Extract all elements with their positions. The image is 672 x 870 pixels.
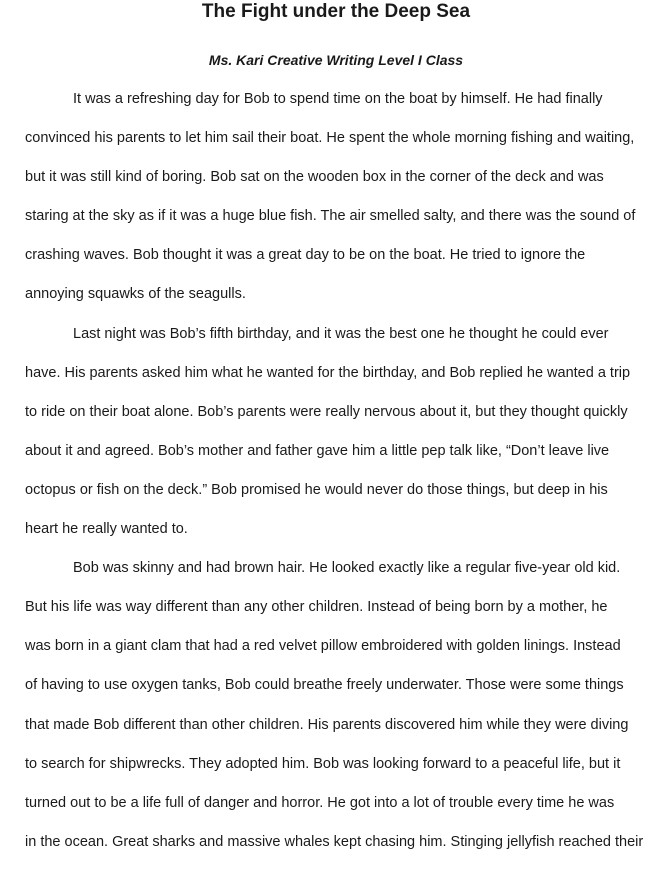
paragraph-line: staring at the sky as if it was a huge blue fish. The air smelled salty, and there was the sound of	[25, 208, 636, 225]
document-subtitle: Ms. Kari Creative Writing Level I Class	[208, 52, 464, 68]
paragraph-line: that made Bob different than other children. His parents discovered him while they were diving	[25, 716, 629, 733]
paragraph-line: But his life was way different than any other children. Instead of being born by a mother, he	[25, 599, 608, 616]
paragraph-line: about it and agreed. Bob’s mother and father gave him a little pep talk like, “Don’t leave live	[25, 442, 610, 459]
paragraph-line: crashing waves. Bob thought it was a great day to be on the boat. He tried to ignore the	[25, 247, 586, 264]
paragraph-line: in the ocean. Great sharks and massive whales kept chasing him. Stinging jellyfish reached their	[25, 833, 644, 850]
paragraph-line: octopus or fish on the deck.” Bob promised he would never do those things, but deep in his	[25, 481, 608, 498]
paragraph-line: Bob was skinny and had brown hair. He looked exactly like a regular five-year old kid.	[73, 560, 621, 577]
paragraph-line: to ride on their boat alone. Bob’s parents were really nervous about it, but they thought quickly	[25, 403, 628, 420]
paragraph-line: was born in a giant clam that had a red velvet pillow embroidered with golden linings. Instead	[25, 638, 621, 655]
paragraph-line: It was a refreshing day for Bob to spend time on the boat by himself. He had finally	[73, 91, 603, 107]
paragraph-line: to search for shipwrecks. They adopted him. Bob was looking forward to a peaceful life, but it	[25, 755, 621, 772]
document-title: The Fight under the Deep Sea	[201, 1, 471, 22]
paragraph-line: Last night was Bob’s fifth birthday, and it was the best one he thought he could ever	[73, 325, 609, 342]
paragraph-line: of having to use oxygen tanks, Bob could breathe freely underwater. Those were some things	[25, 677, 624, 694]
paragraph-line: have. His parents asked him what he wanted for the birthday, and Bob replied he wanted a trip	[25, 364, 631, 381]
paragraph-line: turned out to be a life full of danger and horror. He got into a lot of trouble every time he was	[25, 794, 615, 811]
paragraph-line: annoying squawks of the seagulls.	[25, 286, 246, 303]
document-body	[25, 88, 655, 870]
paragraph-line: convinced his parents to let him sail their boat. He spent the whole morning fishing and waiting,	[25, 130, 635, 147]
paragraph-line: but it was still kind of boring. Bob sat on the wooden box in the corner of the deck and was	[25, 169, 604, 186]
paragraph-line: heart he really wanted to.	[25, 521, 188, 538]
